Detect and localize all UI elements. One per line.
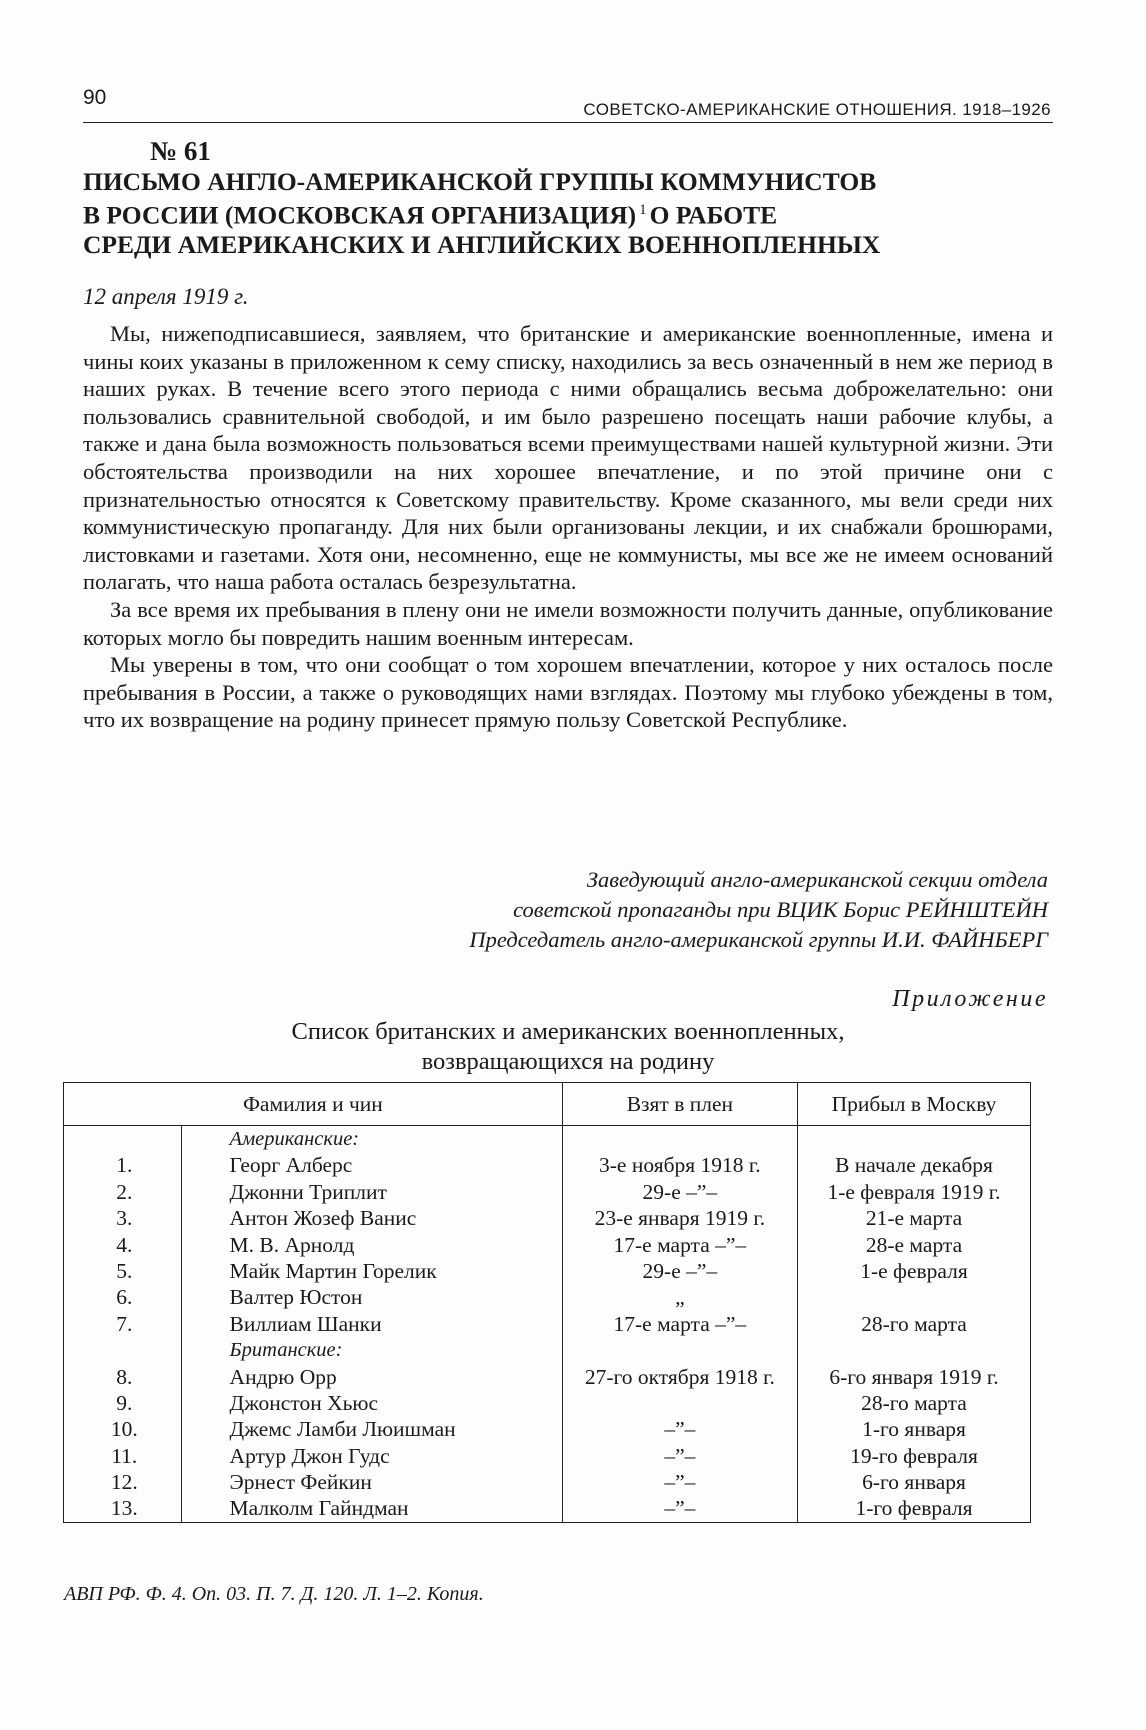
running-header bbox=[83, 82, 1053, 123]
arrived-column bbox=[797, 1337, 1030, 1522]
letter-body bbox=[83, 320, 1053, 734]
capture-date: „ bbox=[675, 1285, 685, 1310]
row-number: 3. bbox=[116, 1206, 133, 1231]
appendix-label: Приложение bbox=[892, 986, 1048, 1012]
prisoner-name: Антон Жозеф Ванис bbox=[229, 1206, 417, 1231]
prisoner-name: Эрнест Фейкин bbox=[229, 1470, 372, 1495]
list-title-line: Список британских и американских военнопленных, bbox=[291, 1018, 845, 1045]
title-line: СРЕДИ АМЕРИКАНСКИХ И АНГЛИЙСКИХ ВОЕННОПЛЕННЫХ bbox=[83, 229, 881, 259]
prisoner-name: Майк Мартин Горелик bbox=[229, 1258, 437, 1283]
group-label-american: Американские: bbox=[229, 1128, 360, 1150]
number-column bbox=[64, 1126, 182, 1338]
table-group-british bbox=[64, 1337, 1031, 1522]
spacer bbox=[563, 1126, 797, 1152]
prisoner-name: Артур Джон Гудс bbox=[229, 1443, 390, 1468]
capture-date: –”– bbox=[664, 1496, 696, 1521]
capture-date: –”– bbox=[664, 1470, 696, 1495]
row-number: 2. bbox=[116, 1179, 133, 1204]
row-number: 10. bbox=[110, 1417, 138, 1442]
prisoner-name: Виллиам Шанки bbox=[229, 1311, 382, 1336]
name-column bbox=[181, 1337, 562, 1522]
title-line: ПИСЬМО АНГЛО-АМЕРИКАНСКОЙ ГРУППЫ КОММУНИСТОВ bbox=[83, 167, 877, 196]
document-date: 12 апреля 1919 г. bbox=[83, 284, 249, 309]
signature-line: Председатель англо-американской группы И.И. ФАЙНБЕРГ bbox=[469, 927, 1048, 952]
signature-line: Заведующий англо-американской секции отдела bbox=[586, 867, 1048, 892]
row-number: 5. bbox=[116, 1258, 133, 1283]
name-column bbox=[181, 1126, 562, 1338]
list-title-line: возвращающихся на родину bbox=[421, 1048, 715, 1075]
prisoner-name: Андрю Орр bbox=[229, 1364, 337, 1389]
capture-date: 29-е –”– bbox=[642, 1258, 718, 1283]
row-number: 13. bbox=[110, 1496, 138, 1521]
capture-date: 17-е марта –”– bbox=[613, 1311, 747, 1336]
column-header-arrived: Прибыл в Москву bbox=[797, 1083, 1030, 1126]
spacer bbox=[798, 1284, 1030, 1310]
prisoner-name: Джемс Ламби Люишман bbox=[229, 1417, 456, 1442]
title-line-text: О РАБОТЕ bbox=[649, 200, 778, 230]
capture-date: –”– bbox=[664, 1417, 696, 1442]
spacer bbox=[798, 1126, 1030, 1152]
list-title bbox=[83, 1017, 1053, 1077]
signature-block bbox=[469, 865, 1048, 955]
page-number: 90 bbox=[83, 86, 107, 109]
number-column bbox=[64, 1337, 182, 1522]
arrival-date: 28-го марта bbox=[861, 1311, 967, 1336]
arrival-date: В начале декабря bbox=[835, 1153, 993, 1178]
document-title bbox=[83, 167, 1058, 259]
spacer bbox=[563, 1337, 797, 1363]
capture-date: 27-го октября 1918 г. bbox=[584, 1364, 775, 1389]
title-line bbox=[83, 196, 1058, 230]
arrival-date: 1-го января bbox=[862, 1417, 966, 1442]
row-number: 8. bbox=[116, 1364, 133, 1389]
row-number: 12. bbox=[110, 1470, 138, 1495]
capture-date: 29-е –”– bbox=[642, 1179, 718, 1204]
spacer bbox=[64, 1126, 181, 1152]
group-label-british: Британские: bbox=[229, 1339, 343, 1362]
title-line-text: В РОССИИ (МОСКОВСКАЯ ОРГАНИЗАЦИЯ) bbox=[83, 200, 637, 230]
paragraph: Мы уверены в том, что они сообщат о том хорошем впечатлении, которое у них осталось после пребывания в России, а также о руководящих нами взглядах. Поэтому мы глубоко убеждены в том, что их возвращение на родину принесет прямую пользу Советской Республике. bbox=[83, 652, 1053, 733]
arrival-date: 1-го февраля bbox=[855, 1496, 973, 1521]
spacer bbox=[64, 1337, 181, 1363]
row-number: 6. bbox=[116, 1285, 133, 1310]
captured-column bbox=[562, 1337, 797, 1522]
document-number: № 61 bbox=[150, 136, 211, 166]
prisoner-name: Георг Алберс bbox=[229, 1153, 353, 1178]
table-group-american bbox=[64, 1126, 1031, 1338]
captured-column bbox=[562, 1126, 797, 1338]
arrival-date: 1-е февраля 1919 г. bbox=[827, 1179, 1001, 1204]
arrival-date: 21-е марта bbox=[865, 1206, 963, 1231]
row-number: 7. bbox=[116, 1311, 133, 1336]
arrival-date: 28-го марта bbox=[861, 1390, 967, 1415]
paragraph: Мы, нижеподписавшиеся, заявляем, что британские и американские военнопленные, имена и чины коих указаны в приложенном к сему списку, находились за весь означенный в нем же период в наших руках. В течение всего этого периода с ними обращались весьма доброжелательно: они пользовались сравнительной свободой, и им было разрешено посещать наши рабочие клубы, а также и дана была возможность пользоваться всеми преимуществами нашей культурной жизни. Эти обстоятельства производили на них хорошее впечатление, и по этой причине они с признательностью относятся к Советскому правительству. Кроме сказанного, мы вели среди них коммунистическую пропаганду. Для них были организованы лекции, и их снабжали брошюрами, листовками и газетами. Хотя они, несомненно, еще не коммунисты, мы все же не имеем оснований полагать, что наша работа осталась безрезультатна. bbox=[83, 321, 1053, 595]
prisoner-name: Валтер Юстон bbox=[229, 1285, 363, 1310]
prisoner-name: Малколм Гайндман bbox=[229, 1496, 409, 1521]
row-number: 1. bbox=[116, 1153, 133, 1178]
signature-line: советской пропаганды при ВЦИК Борис РЕЙНШТЕЙН bbox=[513, 897, 1048, 922]
arrived-column bbox=[797, 1126, 1030, 1338]
archive-source: АВП РФ. Ф. 4. Оп. 03. П. 7. Д. 120. Л. 1–2. Копия. bbox=[64, 1583, 484, 1605]
arrival-date: 28-е марта bbox=[865, 1232, 963, 1257]
prisoner-name: М. В. Арнолд bbox=[229, 1232, 355, 1257]
footnote-mark: 1 bbox=[639, 202, 647, 218]
prisoner-name: Джонни Триплит bbox=[229, 1179, 387, 1204]
row-number: 4. bbox=[116, 1232, 133, 1257]
column-header-name: Фамилия и чин bbox=[64, 1083, 563, 1126]
capture-date: 17-е марта –”– bbox=[613, 1232, 747, 1257]
prisoner-table bbox=[63, 1082, 1031, 1523]
paragraph: За все время их пребывания в плену они не имели возможности получить данные, опубликование которых могло бы повредить нашим военным интересам. bbox=[83, 596, 1053, 650]
arrival-date: 6-го января 1919 г. bbox=[829, 1364, 999, 1389]
arrival-date: 6-го января bbox=[862, 1470, 966, 1495]
row-number: 11. bbox=[111, 1443, 138, 1468]
capture-date: 3-е ноября 1918 г. bbox=[599, 1153, 761, 1178]
capture-date: 23-е января 1919 г. bbox=[594, 1206, 766, 1231]
spacer bbox=[563, 1390, 797, 1416]
arrival-date: 1-е февраля bbox=[860, 1258, 968, 1283]
prisoner-name: Джонстон Хьюс bbox=[229, 1390, 379, 1415]
table-header-row bbox=[64, 1083, 1031, 1126]
column-header-captured: Взят в плен bbox=[562, 1083, 797, 1126]
spacer bbox=[798, 1337, 1030, 1363]
row-number: 9. bbox=[116, 1390, 133, 1415]
running-title: СОВЕТСКО-АМЕРИКАНСКИЕ ОТНОШЕНИЯ. 1918–1926 bbox=[583, 100, 1051, 119]
arrival-date: 19-го февраля bbox=[850, 1443, 978, 1468]
capture-date: –”– bbox=[664, 1443, 696, 1468]
